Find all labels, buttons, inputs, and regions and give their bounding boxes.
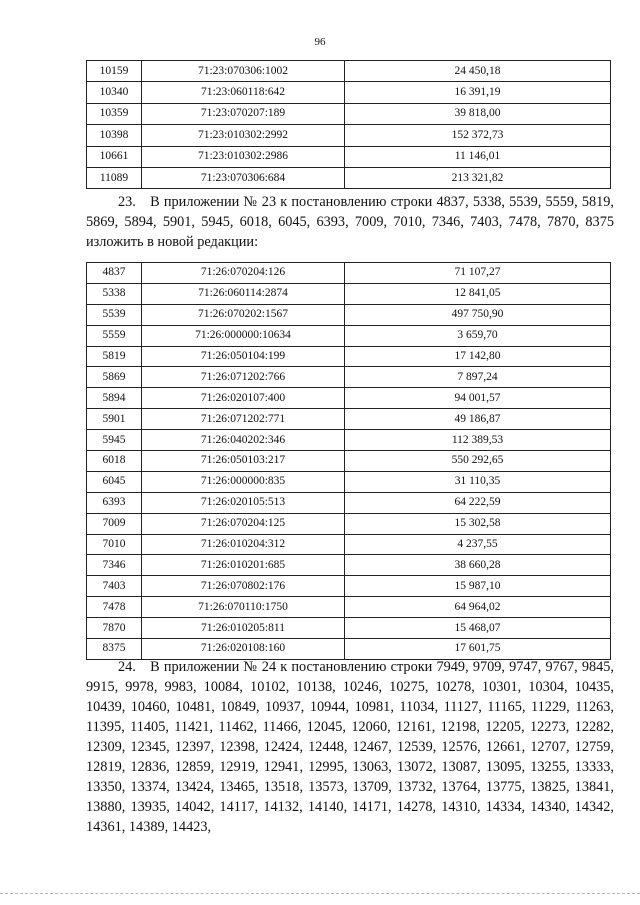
value-cell: 64 222,59 bbox=[345, 492, 611, 513]
row-number-cell: 6045 bbox=[87, 471, 142, 492]
cadastral-number-cell: 71:26:000000:835 bbox=[142, 471, 345, 492]
table-row bbox=[87, 492, 611, 513]
cadastral-number-cell: 71:23:070306:684 bbox=[142, 167, 345, 188]
table-row bbox=[87, 304, 611, 325]
row-number-cell: 5901 bbox=[87, 409, 142, 430]
page-number: 96 bbox=[314, 36, 326, 48]
row-number-cell: 6018 bbox=[87, 451, 142, 472]
value-cell: 24 450,18 bbox=[345, 61, 611, 82]
row-number-cell: 5945 bbox=[87, 430, 142, 451]
value-cell: 497 750,90 bbox=[345, 304, 611, 325]
row-number-cell: 5559 bbox=[87, 325, 142, 346]
value-cell: 15 468,07 bbox=[345, 618, 611, 639]
value-cell: 3 659,70 bbox=[345, 325, 611, 346]
cadastral-number-cell: 71:26:050104:199 bbox=[142, 346, 345, 367]
row-number-cell: 5894 bbox=[87, 388, 142, 409]
row-number-cell: 10159 bbox=[87, 61, 142, 82]
cadastral-number-cell: 71:26:070202:1567 bbox=[142, 304, 345, 325]
cadastral-number-cell: 71:26:010204:312 bbox=[142, 534, 345, 555]
cadastral-number-cell: 71:26:070204:126 bbox=[142, 263, 345, 284]
table-appendix-23 bbox=[86, 262, 611, 660]
table-row bbox=[87, 325, 611, 346]
cadastral-number-cell: 71:26:020108:160 bbox=[142, 639, 345, 660]
row-number-cell: 7010 bbox=[87, 534, 142, 555]
value-cell: 16 391,19 bbox=[345, 82, 611, 103]
row-number-cell: 4837 bbox=[87, 263, 142, 284]
value-cell: 7 897,24 bbox=[345, 367, 611, 388]
cadastral-number-cell: 71:23:060118:642 bbox=[142, 82, 345, 103]
table-row bbox=[87, 367, 611, 388]
cadastral-number-cell: 71:23:070306:1002 bbox=[142, 61, 345, 82]
paragraph-number: 24. bbox=[118, 659, 136, 675]
table-row bbox=[87, 597, 611, 618]
row-number-cell: 10359 bbox=[87, 103, 142, 124]
value-cell: 71 107,27 bbox=[345, 263, 611, 284]
cadastral-number-cell: 71:23:010302:2992 bbox=[142, 125, 345, 146]
cadastral-number-cell: 71:26:071202:766 bbox=[142, 367, 345, 388]
value-cell: 213 321,82 bbox=[345, 167, 611, 188]
row-number-cell: 7478 bbox=[87, 597, 142, 618]
table-row bbox=[87, 534, 611, 555]
cadastral-number-cell: 71:26:040202:346 bbox=[142, 430, 345, 451]
paragraph-text: В приложении № 24 к постановлению строки 7949, 9709, 9747, 9767, 9845, 9915, 9978, 9983, 10084, 10102, 10138, 10246, 10275, 10278, 10301, 10304, 10435, 10439, 10460, 10481, 10849, 10937, 10944, 10981, 11034, 11127, 11165, 11229, 11263, 11395, 11405, 11421, 11462, 11466, 12045, 12060, 12161, 12198, 12205, 12273, 12282, 12309, 12345, 12397, 12398, 12424, 12448, 12467, 12539, 12576, 12661, 12707, 12759, 12819, 12836, 12859, 12919, 12941, 12995, 13063, 13072, 13087, 13095, 13255, 13333, 13350, 13374, 13424, 13465, 13518, 13573, 13709, 13732, 13764, 13775, 13825, 13841, 13880, 13935, 14042, 14117, 14132, 14140, 14171, 14278, 14310, 14334, 14340, 14342, 14361, 14389, 14423, bbox=[86, 659, 614, 835]
table-body bbox=[87, 263, 611, 660]
row-number-cell: 10398 bbox=[87, 125, 142, 146]
row-number-cell: 7870 bbox=[87, 618, 142, 639]
cadastral-number-cell: 71:26:020105:513 bbox=[142, 492, 345, 513]
value-cell: 15 302,58 bbox=[345, 513, 611, 534]
scan-edge-divider bbox=[0, 893, 640, 895]
value-cell: 94 001,57 bbox=[345, 388, 611, 409]
value-cell: 12 841,05 bbox=[345, 283, 611, 304]
row-number-cell: 7403 bbox=[87, 576, 142, 597]
row-number-cell: 8375 bbox=[87, 639, 142, 660]
cadastral-number-cell: 71:26:070802:176 bbox=[142, 576, 345, 597]
value-cell: 152 372,73 bbox=[345, 125, 611, 146]
row-number-cell: 5819 bbox=[87, 346, 142, 367]
table-row bbox=[87, 346, 611, 367]
row-number-cell: 5338 bbox=[87, 283, 142, 304]
cadastral-number-cell: 71:26:000000:10634 bbox=[142, 325, 345, 346]
value-cell: 31 110,35 bbox=[345, 471, 611, 492]
cadastral-number-cell: 71:23:010302:2986 bbox=[142, 146, 345, 167]
value-cell: 550 292,65 bbox=[345, 451, 611, 472]
cadastral-number-cell: 71:26:010205:811 bbox=[142, 618, 345, 639]
cadastral-number-cell: 71:26:070204:125 bbox=[142, 513, 345, 534]
table-row bbox=[87, 451, 611, 472]
table-row bbox=[87, 61, 611, 82]
row-number-cell: 10340 bbox=[87, 82, 142, 103]
row-number-cell: 11089 bbox=[87, 167, 142, 188]
value-cell: 15 987,10 bbox=[345, 576, 611, 597]
cadastral-number-cell: 71:23:070207:189 bbox=[142, 103, 345, 124]
table-row bbox=[87, 167, 611, 188]
paragraph-24 bbox=[86, 657, 614, 837]
value-cell: 38 660,28 bbox=[345, 555, 611, 576]
cadastral-number-cell: 71:26:020107:400 bbox=[142, 388, 345, 409]
row-number-cell: 5539 bbox=[87, 304, 142, 325]
table-row bbox=[87, 283, 611, 304]
cadastral-number-cell: 71:26:070110:1750 bbox=[142, 597, 345, 618]
table-body bbox=[87, 61, 611, 189]
table-row bbox=[87, 513, 611, 534]
row-number-cell: 7009 bbox=[87, 513, 142, 534]
table-appendix-22-continuation bbox=[86, 60, 611, 189]
value-cell: 49 186,87 bbox=[345, 409, 611, 430]
cadastral-number-cell: 71:26:060114:2874 bbox=[142, 283, 345, 304]
paragraph-23 bbox=[86, 192, 614, 252]
cadastral-number-cell: 71:26:010201:685 bbox=[142, 555, 345, 576]
table-row bbox=[87, 576, 611, 597]
value-cell: 17 142,80 bbox=[345, 346, 611, 367]
value-cell: 39 818,00 bbox=[345, 103, 611, 124]
table-row bbox=[87, 388, 611, 409]
table-row bbox=[87, 471, 611, 492]
table-row bbox=[87, 618, 611, 639]
value-cell: 11 146,01 bbox=[345, 146, 611, 167]
row-number-cell: 6393 bbox=[87, 492, 142, 513]
table-row bbox=[87, 125, 611, 146]
table-row bbox=[87, 82, 611, 103]
value-cell: 112 389,53 bbox=[345, 430, 611, 451]
row-number-cell: 5869 bbox=[87, 367, 142, 388]
paragraph-number: 23. bbox=[118, 194, 136, 210]
cadastral-number-cell: 71:26:050103:217 bbox=[142, 451, 345, 472]
table-row bbox=[87, 103, 611, 124]
table-row bbox=[87, 555, 611, 576]
value-cell: 4 237,55 bbox=[345, 534, 611, 555]
row-number-cell: 10661 bbox=[87, 146, 142, 167]
cadastral-number-cell: 71:26:071202:771 bbox=[142, 409, 345, 430]
table-row bbox=[87, 430, 611, 451]
table-row bbox=[87, 409, 611, 430]
table-row bbox=[87, 263, 611, 284]
paragraph-text: В приложении № 23 к постановлению строки 4837, 5338, 5539, 5559, 5819, 5869, 5894, 5901, 5945, 6018, 6045, 6393, 7009, 7010, 7346, 7403, 7478, 7870, 8375 изложить в новой редакции: bbox=[86, 194, 614, 250]
value-cell: 17 601,75 bbox=[345, 639, 611, 660]
table-row bbox=[87, 146, 611, 167]
row-number-cell: 7346 bbox=[87, 555, 142, 576]
value-cell: 64 964,02 bbox=[345, 597, 611, 618]
